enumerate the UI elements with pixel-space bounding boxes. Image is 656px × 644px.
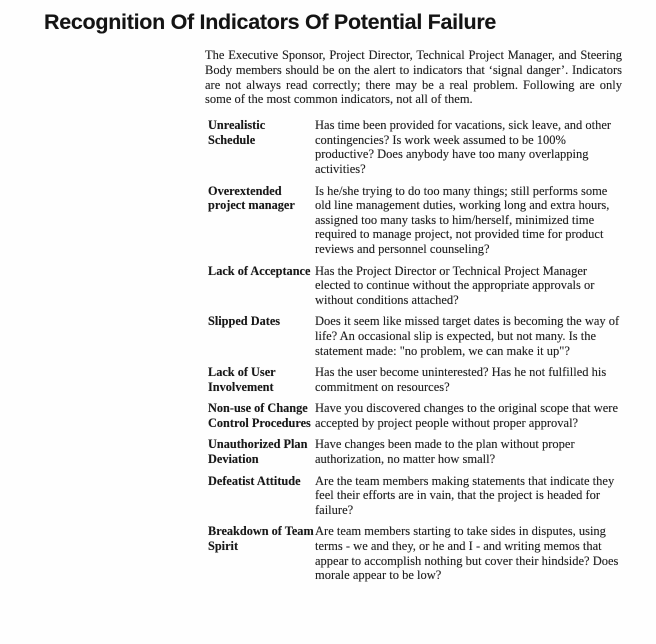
indicator-row [205, 365, 622, 394]
indicator-label: Breakdown of Team Spirit [208, 524, 314, 554]
indicator-description: Are team members starting to take sides in disputes, using terms - we and they, or he and I - and writing memos that appear to accomplish nothing but cover their hindside? Does morale appear to be low? [315, 524, 619, 583]
indicator-label: Defeatist Attitude [208, 473, 301, 488]
indicator-description: Has time been provided for vacations, sick leave, and other contingencies? Is work week assumed to be 100% productive? Does anybody have too many overlapping activities? [315, 118, 612, 176]
page-title: Recognition Of Indicators Of Potential Failure [44, 10, 497, 34]
indicator-label: Unauthorized Plan Deviation [208, 437, 308, 467]
indicator-description: Does it seem like missed target dates is becoming the way of life? An occasional slip is expected, but not many. Is the statement made: "no problem, we can make it up"? [315, 314, 620, 358]
indicator-label: Unrealistic Schedule [208, 118, 266, 147]
indicator-description: Has the user become uninterested? Has he not fulfilled his commitment on resources? [315, 365, 607, 394]
indicator-row [205, 437, 622, 466]
indicator-description: Have you discovered changes to the original scope that were accepted by project people without proper approval? [315, 401, 619, 430]
indicator-description: Has the Project Director or Technical Project Manager elected to continue without the appropriate approvals or without conditions attached? [315, 263, 595, 307]
indicator-row [205, 401, 622, 430]
indicator-row [205, 474, 622, 518]
indicator-label: Lack of Acceptance [208, 263, 311, 278]
intro-paragraph: The Executive Sponsor, Project Director, Technical Project Manager, and Steering Body members should be on the alert to indicators that ‘signal danger’. Indicators are not always read correctly; there may be a real problem. Following are only some of the most common indicators, not all of them. [205, 48, 622, 107]
indicator-row [205, 118, 622, 176]
indicator-table [205, 118, 622, 583]
indicator-row [205, 184, 622, 257]
indicator-description: Are the team members making statements that indicate they feel their efforts are in vain, that the project is headed for failure? [315, 473, 615, 517]
indicator-label: Slipped Dates [208, 314, 281, 329]
indicator-row [205, 264, 622, 308]
indicator-row [205, 524, 622, 582]
document-body [205, 48, 622, 583]
indicator-row [205, 314, 622, 358]
indicator-label: Non-use of Change Control Procedures [208, 401, 311, 430]
indicator-label: Overextended project manager [208, 183, 295, 213]
indicator-label: Lack of User Involvement [208, 365, 276, 394]
indicator-description: Is he/she trying to do too many things; still performs some old line management duties, working long and extra hours, assigned too many tasks to him/herself, minimized time required to manage project, not provided time for product reviews and personnel counseling? [315, 183, 610, 256]
indicator-description: Have changes been made to the plan without proper authorization, no matter how small? [315, 437, 575, 467]
